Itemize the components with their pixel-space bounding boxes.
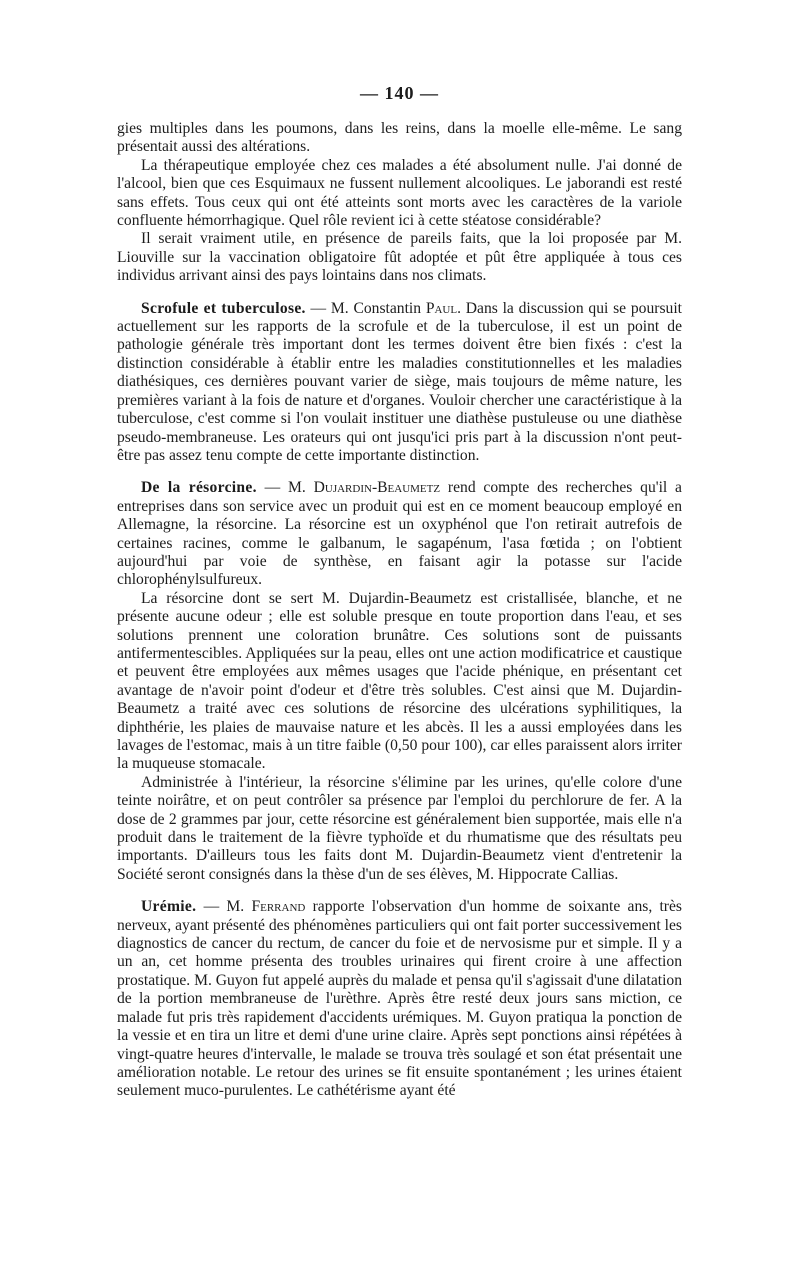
book-page	[117, 82, 682, 1101]
section-resorcine	[117, 479, 682, 589]
section-heading: Urémie.	[141, 898, 197, 916]
paragraph-therapeutics: La thérapeutique employée chez ces malades a été absolument nulle. J'ai donné de l'alcool, bien que ces Esquimaux ne fussent nullement alcooliques. Le jaborandi est resté sans effets. Tous ceux qui ont été atteints sont morts avec les caractères de la variole confluente hémorrhagique. Quel rôle revient ici à cette stéatose considérable?	[117, 156, 682, 230]
section-body: . Dans la discussion qui se poursuit actuellement sur les rapports de la scrofule et de la tuberculose, il est un point de pathologie générale très important dont les termes doivent être bien fixés : c'est la distinction considérable à établir entre les maladies constitutionnelles et les maladies diathésiques, ces dernières pouvant varier de siège, mais toujours de même nature, les premières variant à la fois de nature et d'organes. Vouloir chercher une caractéristique à la tuberculose, c'est comme si l'on voulait instituer une diathèse pustuleuse ou une diathèse pseudo-membraneuse. Les orateurs qui ont jusqu'ici pris part à la discussion n'ont peut-être pas assez tenu compte de cette importante distinction.	[117, 299, 682, 464]
author-name: Dujardin-Beaumetz	[313, 479, 441, 497]
section-dash: — M.	[256, 479, 314, 497]
section-uremie	[117, 898, 682, 1100]
author-name: Ferrand	[251, 898, 306, 916]
author-name: Paul	[425, 299, 458, 317]
paragraph-vaccination: Il serait vraiment utile, en présence de pareils faits, que la loi proposée par M. Liouville sur la vaccination obligatoire fût adoptée et pût être appliquée à tous ces individus arrivant ainsi des pays lointains dans nos climats.	[117, 230, 682, 285]
section-scrofule	[117, 300, 682, 466]
section-dash: — M.	[196, 898, 252, 916]
section-heading: Scrofule et tuberculose.	[141, 299, 306, 317]
section-heading: De la résorcine.	[141, 479, 257, 497]
section-dash: — M. Constantin	[305, 299, 426, 317]
section-body: rapporte l'observation d'un homme de soixante ans, très nerveux, ayant présenté des phénomènes particuliers qui ont fait porter successivement les diagnostics de cancer du rectum, de cancer du foie et de nervosisme pur et simple. Il y a un an, cet homme présenta des troubles urinaires qui firent croire à une affection prostatique. M. Guyon fut appelé auprès du malade et pensa qu'il s'agissait d'une dilatation de la portion membraneuse de l'urèthre. Après être resté deux jours sans miction, ce malade fut pris très rapidement d'accidents urémiques. M. Guyon pratiqua la ponction de la vessie et en tira un litre et demi d'une urine claire. Après sept ponctions ainsi répétées à vingt-quatre heures d'intervalle, le malade se trouva très soulagé et son état présentait une amélioration notable. Le retour des urines se fit ensuite spontanément ; les urines étaient seulement muco-purulentes. Le cathétérisme ayant été	[117, 898, 682, 1100]
paragraph-continuation: gies multiples dans les poumons, dans les reins, dans la moelle elle-même. Le sang présentait aussi des altérations.	[117, 120, 682, 156]
section-body: rend compte des recherches qu'il a entreprises dans son service avec un produit qui est en ce moment beaucoup employé en Allemagne, la résorcine. La résorcine est un oxyphénol que l'on retirait autrefois de certaines racines, comme le galbanum, le sagapénum, l'asa fœtida ; on l'obtient aujourd'hui par voie de synthèse, en faisant agir la potasse sur l'acide chlorophénylsulfureux.	[117, 479, 682, 589]
paragraph-resorcine-internal: Administrée à l'intérieur, la résorcine s'élimine par les urines, qu'elle colore d'une teinte noirâtre, et on peut contrôler sa présence par l'emploi du perchlorure de fer. A la dose de 2 grammes par jour, cette résorcine est généralement bien supportée, mais elle n'a produit dans le traitement de la fièvre typhoïde et du rhumatisme que des résultats peu importants. D'ailleurs tous les faits dont M. Dujardin-Beaumetz vient d'entretenir la Société seront consignés dans la thèse d'un de ses élèves, M. Hippocrate Callias.	[117, 773, 682, 883]
page-number: — 140 —	[360, 83, 439, 103]
paragraph-resorcine-properties: La résorcine dont se sert M. Dujardin-Beaumetz est cristallisée, blanche, et ne présente aucune odeur ; elle est soluble presque en toute proportion dans l'eau, et ses solutions prennent une coloration brunâtre. Ces solutions sont de puissants antifermentescibles. Appliquées sur la peau, elles ont une action modificatrice et caustique et peuvent être employées aux mêmes usages que l'acide phénique, en présentant cet avantage de n'avoir point d'odeur et d'être très solubles. C'est ainsi que M. Dujardin-Beaumetz a traité avec ces solutions de résorcine des ulcérations syphilitiques, la diphthérie, les plaies de mauvaise nature et les abcès. Il les a aussi employées dans les lavages de l'estomac, mais à un titre faible (0,50 pour 100), car elles paraissent alors irriter la muqueuse stomacale.	[117, 589, 682, 773]
